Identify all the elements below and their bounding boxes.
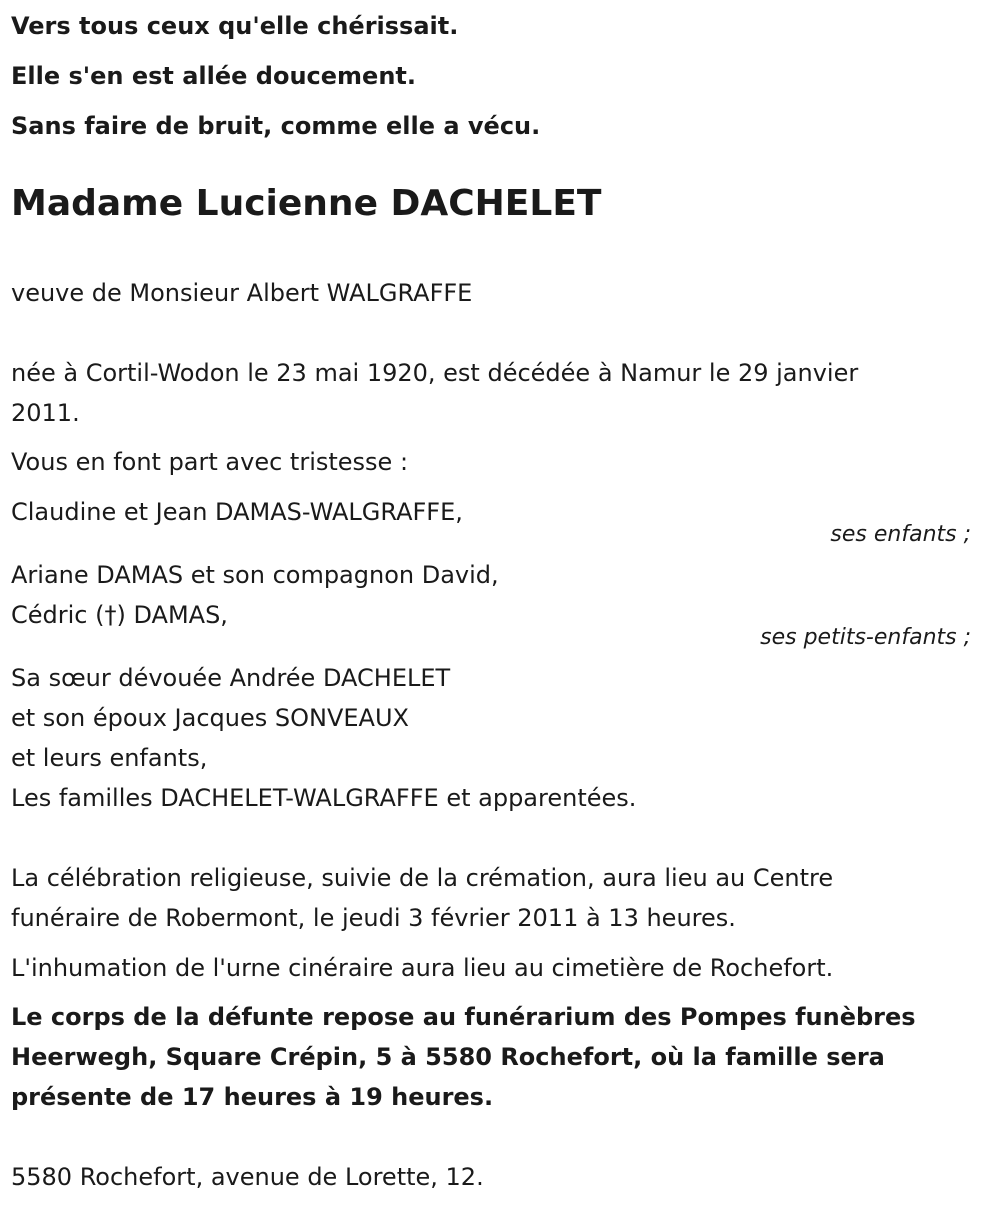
ceremony-line: funéraire de Robermont, le jeudi 3 février 2011 à 13 heures. <box>11 904 736 932</box>
visitation-line: présente de 17 heures à 19 heures. <box>11 1083 494 1111</box>
visitation-line: Heerwegh, Square Crépin, 5 à 5580 Rochefort, où la famille sera <box>11 1043 885 1071</box>
family-line: et son époux Jacques SONVEAUX <box>11 704 409 732</box>
poem-line: Elle s'en est allée doucement. <box>11 62 416 90</box>
children-relation: ses enfants ; <box>830 522 971 547</box>
family-line: Les familles DACHELET-WALGRAFFE et apparentées. <box>11 784 637 812</box>
birth-death-line: 2011. <box>11 399 80 427</box>
grandchild-name: Ariane DAMAS et son compagnon David, <box>11 561 499 589</box>
grandchild-name: Cédric (†) DAMAS, <box>11 601 228 629</box>
ceremony-line: La célébration religieuse, suivie de la crémation, aura lieu au Centre <box>11 864 834 892</box>
deceased-name: Madame Lucienne DACHELET <box>11 183 602 224</box>
poem-line: Sans faire de bruit, comme elle a vécu. <box>11 112 541 140</box>
spouse-line: veuve de Monsieur Albert WALGRAFFE <box>11 279 473 307</box>
family-line: et leurs enfants, <box>11 744 208 772</box>
grandchildren-relation: ses petits-enfants ; <box>760 625 971 650</box>
poem-line: Vers tous ceux qu'elle chérissait. <box>11 12 459 40</box>
visitation-line: Le corps de la défunte repose au funérarium des Pompes funèbres <box>11 1003 916 1031</box>
family-line: Sa sœur dévouée Andrée DACHELET <box>11 664 451 692</box>
children-names: Claudine et Jean DAMAS-WALGRAFFE, <box>11 498 463 526</box>
burial-line: L'inhumation de l'urne cinéraire aura lieu au cimetière de Rochefort. <box>11 954 834 982</box>
address-line: 5580 Rochefort, avenue de Lorette, 12. <box>11 1163 484 1191</box>
birth-death-line: née à Cortil-Wodon le 23 mai 1920, est décédée à Namur le 29 janvier <box>11 359 859 387</box>
announce-line: Vous en font part avec tristesse : <box>11 448 409 476</box>
